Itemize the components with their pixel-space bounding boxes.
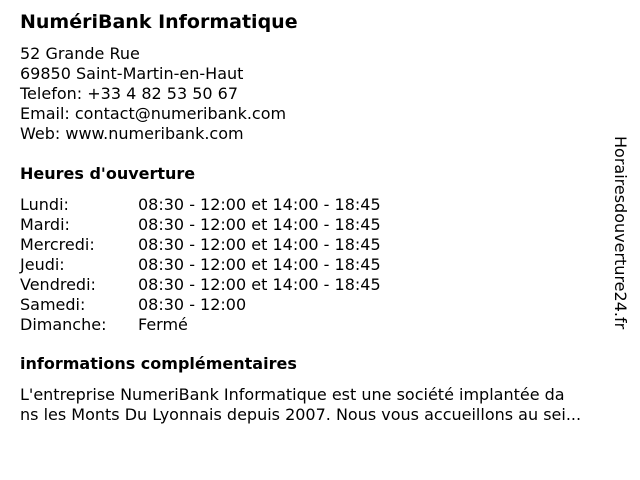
time-range: Fermé	[138, 315, 188, 334]
day-label: Dimanche:	[20, 315, 107, 334]
info-text	[20, 385, 632, 425]
email-address[interactable]: Email: contact@numeribank.com	[20, 104, 287, 123]
day-label: Jeudi:	[20, 255, 65, 274]
time-range: 08:30 - 12:00 et 14:00 - 18:45	[138, 255, 381, 274]
time-range: 08:30 - 12:00 et 14:00 - 18:45	[138, 195, 381, 214]
website-link[interactable]: Web: www.numeribank.com	[20, 124, 244, 143]
day-label: Vendredi:	[20, 275, 96, 294]
hours-heading: Heures d'ouverture	[20, 164, 196, 183]
time-range: 08:30 - 12:00 et 14:00 - 18:45	[138, 275, 381, 294]
company-name: NumériBank Informatique	[20, 11, 298, 33]
time-range: 08:30 - 12:00 et 14:00 - 18:45	[138, 215, 381, 234]
day-label: Mercredi:	[20, 235, 95, 254]
address-city: 69850 Saint-Martin-en-Haut	[20, 64, 244, 83]
day-label: Mardi:	[20, 215, 70, 234]
day-label: Samedi:	[20, 295, 86, 314]
info-line-2: ns les Monts Du Lyonnais depuis 2007. Nous vous accueillons au sei...	[20, 405, 582, 424]
time-range: 08:30 - 12:00 et 14:00 - 18:45	[138, 235, 381, 254]
info-heading: informations complémentaires	[20, 354, 297, 373]
phone-number[interactable]: Telefon: +33 4 82 53 50 67	[20, 84, 239, 103]
watermark-text: Horairesdouverture24.fr	[611, 136, 630, 330]
watermark-vertical	[609, 136, 631, 346]
address-street: 52 Grande Rue	[20, 44, 140, 63]
info-line-1: L'entreprise NumeriBank Informatique est une société implantée da	[20, 385, 565, 404]
contact-block	[20, 44, 286, 144]
day-label: Lundi:	[20, 195, 69, 214]
time-range: 08:30 - 12:00	[138, 295, 247, 314]
